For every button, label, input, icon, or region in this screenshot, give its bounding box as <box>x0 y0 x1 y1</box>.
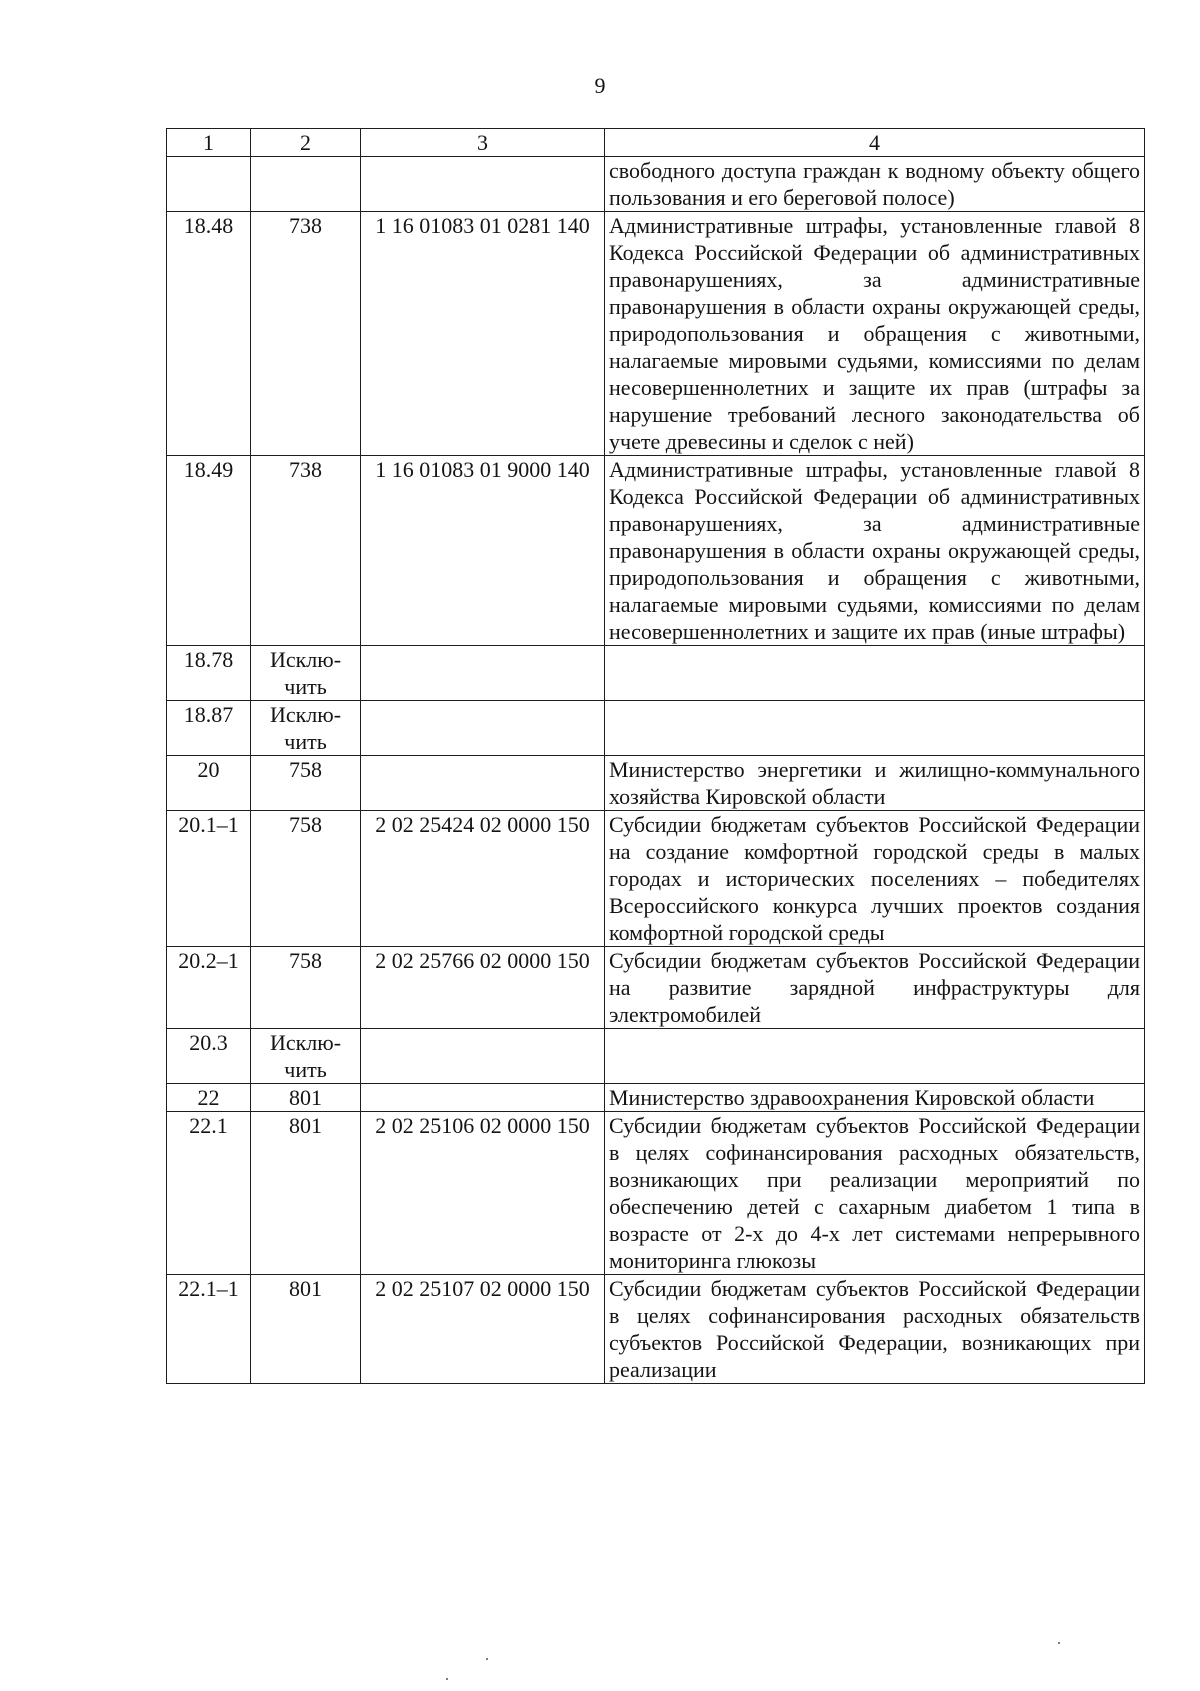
row-number-cell: 20.1–1 <box>167 811 251 947</box>
description-cell: свободного доступа граждан к водному объекту общего пользования и его береговой полосе) <box>605 157 1145 212</box>
description-cell: Министерство здравоохранения Кировской области <box>605 1084 1145 1112</box>
administrator-code-cell: 738 <box>251 212 361 456</box>
row-number-cell: 18.48 <box>167 212 251 456</box>
column-header-2: 2 <box>251 129 361 157</box>
administrator-code-cell: 758 <box>251 811 361 947</box>
administrator-code-cell: 801 <box>251 1084 361 1112</box>
budget-code-cell: 1 16 01083 01 0281 140 <box>361 212 605 456</box>
table-row <box>167 756 1145 811</box>
column-header-1: 1 <box>167 129 251 157</box>
description-cell: Министерство энергетики и жилищно-коммунального хозяйства Кировской области <box>605 756 1145 811</box>
description-cell <box>605 701 1145 756</box>
administrator-code-cell: 738 <box>251 456 361 646</box>
page-number: 9 <box>594 73 606 98</box>
budget-code-cell <box>361 756 605 811</box>
administrator-code-cell <box>251 157 361 212</box>
row-number-cell: 18.78 <box>167 646 251 701</box>
budget-code-cell: 1 16 01083 01 9000 140 <box>361 456 605 646</box>
table-row <box>167 646 1145 701</box>
row-number-cell: 22.1 <box>167 1112 251 1275</box>
description-cell: Субсидии бюджетам субъектов Российской Федерации в целях софинансирования расходных обязательств, возникающих при реализации мероприятий по обеспечению детей с сахарным диабетом 1 типа в возрасте от 2-х до 4-х лет системами непрерывного мониторинга глюкозы <box>605 1112 1145 1275</box>
description-cell: Субсидии бюджетам субъектов Российской Федерации на создание комфортной городской среды в малых городах и исторических поселениях – победителях Всероссийского конкурса лучших проектов создания комфортной городской среды <box>605 811 1145 947</box>
row-number-cell: 20.2–1 <box>167 947 251 1029</box>
budget-code-cell <box>361 701 605 756</box>
administrator-code-cell: Исклю-чить <box>251 646 361 701</box>
budget-code-cell <box>361 157 605 212</box>
table-row <box>167 157 1145 212</box>
table-row <box>167 1084 1145 1112</box>
administrator-code-cell: 801 <box>251 1275 361 1384</box>
budget-code-cell: 2 02 25106 02 0000 150 <box>361 1112 605 1275</box>
table-row <box>167 701 1145 756</box>
administrator-code-cell: 801 <box>251 1112 361 1275</box>
description-cell: Субсидии бюджетам субъектов Российской Федерации в целях софинансирования расходных обязательств субъектов Российской Федерации, возникающих при реализации <box>605 1275 1145 1384</box>
row-number-cell: 22.1–1 <box>167 1275 251 1384</box>
row-number-cell <box>167 157 251 212</box>
column-header-4: 4 <box>605 129 1145 157</box>
row-number-cell: 18.87 <box>167 701 251 756</box>
administrator-code-cell: 758 <box>251 756 361 811</box>
budget-code-cell <box>361 1084 605 1112</box>
description-cell: Субсидии бюджетам субъектов Российской Федерации на развитие зарядной инфраструктуры для электромобилей <box>605 947 1145 1029</box>
budget-code-cell <box>361 1029 605 1084</box>
budget-classification-table <box>166 128 1145 1384</box>
row-number-cell: 20 <box>167 756 251 811</box>
row-number-cell: 18.49 <box>167 456 251 646</box>
budget-code-cell: 2 02 25766 02 0000 150 <box>361 947 605 1029</box>
table-row <box>167 1029 1145 1084</box>
scan-speck <box>486 1658 488 1660</box>
table-row <box>167 947 1145 1029</box>
row-number-cell: 20.3 <box>167 1029 251 1084</box>
scan-speck <box>1058 1642 1060 1644</box>
table-row <box>167 456 1145 646</box>
budget-code-cell <box>361 646 605 701</box>
description-cell <box>605 1029 1145 1084</box>
administrator-code-cell: Исклю-чить <box>251 1029 361 1084</box>
table-row <box>167 212 1145 456</box>
table-row <box>167 811 1145 947</box>
description-cell: Административные штрафы, установленные главой 8 Кодекса Российской Федерации об административных правонарушениях, за административные правонарушения в области охраны окружающей среды, природопользования и обращения с животными, налагаемые мировыми судьями, комиссиями по делам несовершеннолетних и защите их прав (иные штрафы) <box>605 456 1145 646</box>
scan-speck <box>446 1678 448 1680</box>
table-row <box>167 1275 1145 1384</box>
table-row <box>167 1112 1145 1275</box>
administrator-code-cell: 758 <box>251 947 361 1029</box>
budget-code-cell: 2 02 25424 02 0000 150 <box>361 811 605 947</box>
table-body <box>167 129 1145 1384</box>
budget-code-cell: 2 02 25107 02 0000 150 <box>361 1275 605 1384</box>
column-header-3: 3 <box>361 129 605 157</box>
row-number-cell: 22 <box>167 1084 251 1112</box>
description-cell: Административные штрафы, установленные главой 8 Кодекса Российской Федерации об административных правонарушениях, за административные правонарушения в области охраны окружающей среды, природопользования и обращения с животными, налагаемые мировыми судьями, комиссиями по делам несовершеннолетних и защите их прав (штрафы за нарушение требований лесного законодательства об учете древесины и сделок с ней) <box>605 212 1145 456</box>
description-cell <box>605 646 1145 701</box>
administrator-code-cell: Исклю-чить <box>251 701 361 756</box>
table-header-row <box>167 129 1145 157</box>
